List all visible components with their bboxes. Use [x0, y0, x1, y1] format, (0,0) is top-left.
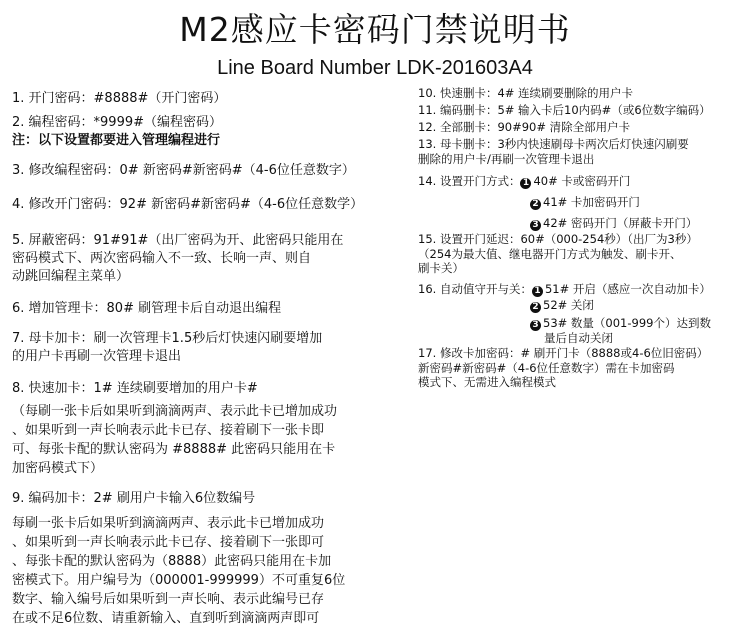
item-line: 8. 快速加卡：1# 连续刷要增加的用户卡#: [12, 381, 258, 396]
item-body-line: 、每张卡配的默认密码为（8888）此密码只能用在卡加: [12, 554, 332, 569]
option-line: [418, 216, 748, 231]
item-line: 新密码#新密码#（4-6位任意数字）需在卡加密码: [418, 360, 675, 375]
item-line: 15. 设置开门延迟：60#（000-254秒）（出厂为3秒）: [418, 232, 698, 246]
circled-number-icon: 3: [530, 220, 541, 231]
item-8: [12, 380, 400, 478]
circled-number-icon: 2: [530, 199, 541, 210]
option-text: 41# 卡加密码开门: [543, 195, 640, 209]
item-line: 13. 母卡删卡：3秒内快速刷母卡两次后灯快速闪刷要: [418, 137, 689, 151]
item-line: 9. 编码加卡：2# 刷用户卡输入6位数编号: [12, 491, 256, 506]
item-line: 10. 快速删卡：4# 连续刷要删除的用户卡: [418, 86, 634, 100]
option-line: [418, 298, 748, 313]
item-body-line: 在或不足6位数、请重新输入、直到听到滴滴两声即可: [12, 611, 320, 626]
item-15: [418, 232, 748, 276]
circled-number-icon: 3: [530, 320, 541, 331]
option-text: 52# 关闭: [543, 298, 594, 312]
page-title: M2感应卡密码门禁说明书: [179, 10, 571, 49]
item-body-line: 数字、输入编号后如果听到一声长响、表示此编号已存: [12, 592, 325, 607]
item-7: [12, 330, 400, 366]
item-line: 2. 编程密码：*9999#（编程密码）: [12, 115, 223, 130]
item-line: 1. 开门密码：#8888#（开门密码）: [12, 91, 227, 106]
item-5: [12, 232, 400, 286]
option-line: [418, 316, 748, 331]
item-line: 11. 编码删卡：5# 输入卡后10内码#（或6位数字编码）: [418, 103, 711, 117]
item-6: [12, 300, 400, 318]
item-body-line: 加密码模式下）: [12, 461, 104, 476]
item-line: 12. 全部删卡：90#90# 清除全部用户卡: [418, 120, 631, 134]
item-body-line: 、如果听到一声长响表示此卡已存、接着刷下一张卡即: [12, 423, 325, 438]
item-line: （254为最大值、继电器开门方式为触发、刷卡开、: [418, 246, 682, 261]
circled-number-icon: 1: [532, 286, 543, 297]
item-line: 模式下、无需进入编程模式: [418, 375, 556, 389]
item-11: [418, 103, 748, 118]
item-1: [12, 90, 400, 108]
item-line: 密码模式下、两次密码输入不一致、长响一声、则自: [12, 251, 312, 266]
item-4: [12, 196, 400, 214]
item-12: [418, 120, 748, 135]
item-line: 删除的用户卡/再刷一次管理卡退出: [418, 151, 595, 166]
option-text: 51# 开启（感应一次自动加卡）: [544, 282, 711, 296]
item-line: 动跳回编程主菜单）: [12, 269, 130, 284]
item-2: [12, 114, 400, 150]
board-number: Line Board Number LDK-201603A4: [217, 57, 533, 79]
item-line: 刷卡关）: [418, 261, 464, 275]
item-17: [418, 346, 748, 390]
item-line: 的用户卡再刷一次管理卡退出: [12, 349, 182, 364]
item-body-line: 密模式下。用户编号为（000001-999999）不可重复6位: [12, 573, 346, 588]
option-line: [418, 195, 748, 210]
item-line: 4. 修改开门密码：92# 新密码#新密码#（4-6位任意数学）: [12, 197, 364, 212]
item-body-line: 每刷一张卡后如果听到滴滴两声、表示此卡已增加成功: [12, 516, 325, 531]
item-heading: 14. 设置开门方式：: [418, 174, 521, 188]
option-line: 量后自动关闭: [544, 331, 613, 345]
item-16: [418, 282, 748, 346]
item-line: 3. 修改编程密码：0# 新密码#新密码#（4-6位任意数字）: [12, 163, 355, 178]
item-body-line: 、如果听到一声长响表示此卡已存、接着刷下一张即可: [12, 535, 325, 550]
item-line: 7. 母卡加卡：刷一次管理卡1.5秒后灯快速闪刷要增加: [12, 331, 323, 346]
item-14: [418, 174, 748, 231]
item-body-line: 可、每张卡配的默认密码为 #8888# 此密码只能用在卡: [12, 442, 336, 457]
item-10: [418, 86, 748, 101]
option-text: 42# 密码开门（屏蔽卡开门）: [543, 216, 698, 230]
item-3: [12, 162, 400, 180]
option-text: 53# 数量（001-999个）达到数: [543, 316, 711, 330]
item-9: [12, 490, 400, 628]
item-line: [418, 174, 748, 189]
item-line: 5. 屏蔽密码：91#91#（出厂密码为开、此密码只能用在: [12, 233, 344, 248]
item-line: 17. 修改卡加密码：# 刷开门卡（8888或4-6位旧密码）: [418, 346, 709, 360]
item-line: 6. 增加管理卡：80# 刷管理卡后自动退出编程: [12, 301, 282, 316]
circled-number-icon: 2: [530, 302, 541, 313]
circled-number-icon: 1: [520, 178, 531, 189]
item-body-line: （每刷一张卡后如果听到滴滴两声、表示此卡已增加成功: [12, 404, 338, 419]
item-13: [418, 137, 748, 166]
option-text: 40# 卡或密码开门: [533, 174, 631, 188]
note-line: 注：以下设置都要进入管理编程进行: [12, 133, 221, 148]
item-line: [418, 282, 748, 297]
item-heading: 16. 自动值守开与关：: [418, 282, 532, 296]
